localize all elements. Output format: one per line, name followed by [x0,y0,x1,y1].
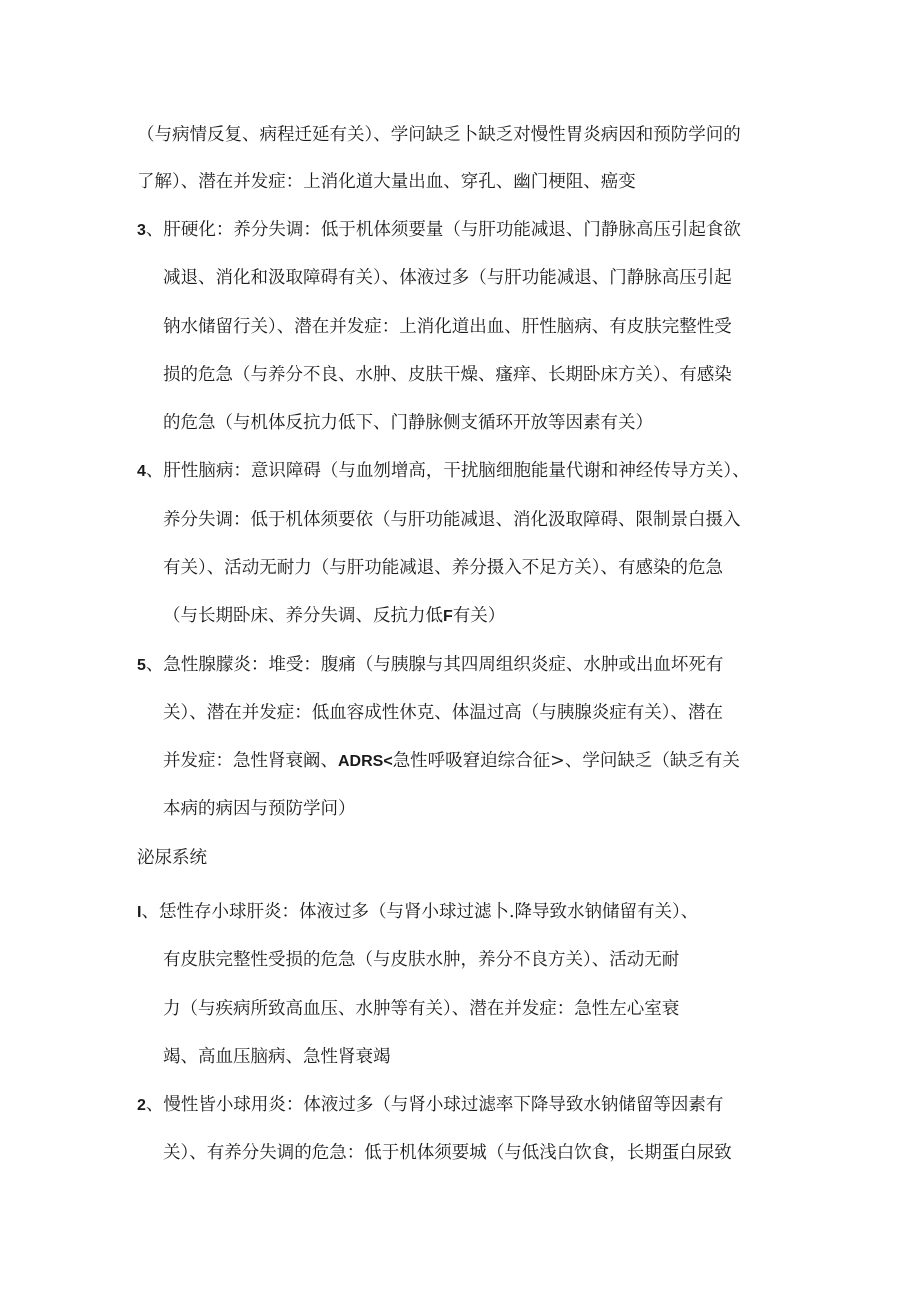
list-text: 、恁性存小球肝炎：体液过多（与肾小球过滤卜.降导致水钠储留有关）、 [141,902,699,922]
list-text: 、肝性脑病：意识障碍（与血刎增高，干扰脑细胞能量代谢和神经传导方关）、 [145,461,750,481]
text-line: （与病情反复、病程迁延有关）、学问缺乏卜缺乏对慢性胃炎病因和预防学问的 [137,125,741,145]
section-heading: 泌尿系统 [137,848,207,868]
text-line: 竭、高血压脑病、急性肾衰竭 [163,1047,391,1067]
text-line: 力（与疾病所致高血压、水肿等有关）、潜在并发症：急性左心室衰 [163,999,680,1019]
text-line: 养分失调：低于机体须要依（与肝功能减退、消化汲取障碍、限制景白摄入 [163,510,741,530]
text-line: （与长期卧床、养分失调、反抗力低F有关） [163,606,506,626]
text-line: 减退、消化和汲取障碍有关）、体液过多（与肝功能减退、门静脉高压引起 [163,268,732,288]
list-item-4 [137,459,750,484]
list-item-5 [137,653,723,678]
list-item-3 [137,218,741,243]
list-text: 、肝硬化：养分失调：低于机体须要量（与肝功能减退、门静脉高压引起食欲 [145,220,741,240]
text-line: 损的危急（与养分不良、水肿、皮肤干燥、瘙痒、长期卧床方关）、有感染 [163,365,732,385]
text-line: 关）、有养分失调的危急：低于机体须要城（与低浅白饮食，长期蛋白尿致 [163,1143,732,1163]
list-number: 4 [137,463,146,480]
text-line: 关）、潜在并发症：低血容成性休克、体温过高（与胰腺炎症有关）、潜在 [163,703,723,723]
text-line: 并发症：急性肾衰阚、ADRS<急性呼吸窘迫综合征>、学问缺乏（缺乏有关 [163,751,740,771]
list-number: 2 [137,1097,146,1114]
list-text: 、急性腺朦炎：堆受：腹痛（与胰腺与其四周组织炎症、水肿或出血坏死有 [145,655,724,675]
list-item-2 [137,1093,723,1118]
text-line: 了解）、潜在并发症：上消化道大量出血、穿孔、幽门梗阻、癌变 [137,172,636,192]
text-line: 本病的病因与预防学问） [163,799,356,819]
text-line: 有皮肤完整性受损的危急（与皮肤水肿，养分不良方关）、活动无耐 [163,950,680,970]
list-number: 3 [137,222,146,239]
text-line: 有关）、活动无耐力（与肝功能减退、养分摄入不足方关）、有感染的危急 [163,558,723,578]
text-line: 的危急（与机体反抗力低下、门静脉侧支循环开放等因素有关） [163,413,653,433]
list-item-1 [137,900,698,925]
list-number: 5 [137,657,146,674]
text-line: 钠水储留行关）、潜在并发症：上消化道出血、肝性脑病、有皮肤完整性受 [163,317,732,337]
list-text: 、慢性皆小球用炎：体液过多（与肾小球过滤率下降导致水钠储留等因素有 [145,1095,724,1115]
list-number: I [137,904,142,921]
